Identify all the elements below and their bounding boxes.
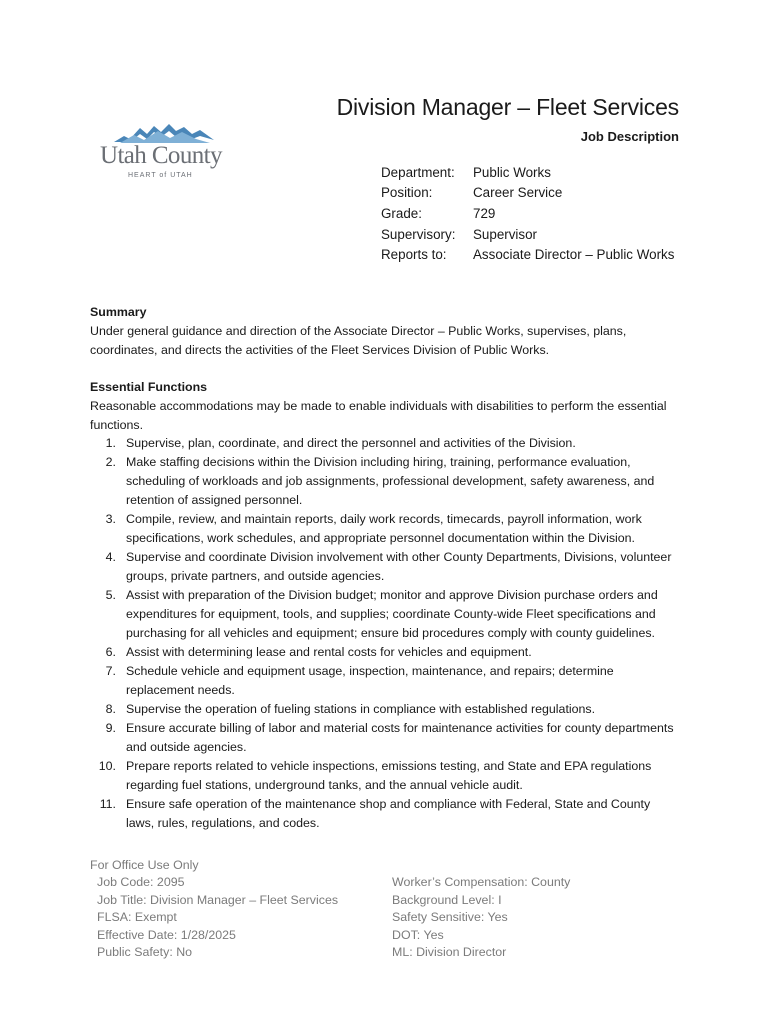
- list-item: [90, 719, 690, 757]
- info-label: Position:: [381, 185, 433, 201]
- utah-county-logo: [100, 122, 232, 184]
- office-line-job-title: Job Title: Division Manager – Fleet Services: [97, 892, 339, 907]
- info-row-reports-to: [381, 244, 674, 265]
- info-row-supervisory: [381, 224, 674, 245]
- document-title: Division Manager – Fleet Services: [336, 94, 679, 120]
- list-text: Supervise, plan, coordinate, and direct the personnel and activities of the Division.: [126, 436, 576, 450]
- info-value: Career Service: [473, 185, 563, 201]
- office-line-background-level: Background Level: I: [392, 892, 502, 907]
- document-subtitle: Job Description: [580, 129, 679, 144]
- info-label: Grade:: [381, 205, 422, 221]
- list-text: Supervise the operation of fueling stations in compliance with established regulations.: [126, 702, 596, 716]
- essential-functions-heading: Essential Functions: [90, 380, 208, 394]
- list-item: [90, 757, 690, 795]
- office-line-flsa: FLSA: Exempt: [97, 910, 177, 924]
- list-text: Make staffing decisions within the Division including hiring, training, performance evaluation, scheduling of workloads and job assignments, professional development, safety awareness, and retention of assigned personnel.: [126, 455, 655, 507]
- info-label: Supervisory:: [381, 226, 456, 242]
- list-text: Prepare reports related to vehicle inspections, emissions testing, and State and EPA regulations regarding fuel stations, underground tanks, and the annual vehicle audit.: [126, 759, 652, 792]
- list-item: [90, 453, 690, 510]
- list-text: Ensure accurate billing of labor and material costs for maintenance activities for county departments and outside agencies.: [126, 721, 674, 754]
- info-row-grade: [381, 203, 674, 224]
- list-text: Assist with preparation of the Division budget; monitor and approve Division purchase orders and expenditures for equipment, tools, and supplies; coordinate County-wide Fleet specifications and purchasing for all vehicles and equipment; ensure bid procedures comply with county guidelines.: [126, 588, 658, 640]
- list-item: [90, 548, 690, 586]
- office-line-safety-sensitive: Safety Sensitive: Yes: [392, 910, 508, 924]
- list-text: Compile, review, and maintain reports, daily work records, timecards, payroll information, work specifications, work schedules, and appropriate personnel documentation within the Division.: [126, 512, 642, 545]
- essential-functions-intro: Reasonable accommodations may be made to enable individuals with disabilities to perform the essential functions.: [90, 399, 667, 432]
- list-text: Supervise and coordinate Division involvement with other County Departments, Divisions, volunteer groups, private partners, and outside agencies.: [126, 550, 672, 583]
- list-number: 1.: [105, 436, 116, 450]
- list-number: 10.: [98, 759, 116, 773]
- list-text: Assist with determining lease and rental costs for vehicles and equipment.: [126, 645, 532, 659]
- mountains-icon: [114, 122, 214, 144]
- list-text: Schedule vehicle and equipment usage, inspection, maintenance, and repairs; determine replacement needs.: [126, 664, 614, 697]
- info-row-department: [381, 162, 674, 183]
- list-item: [90, 434, 690, 453]
- list-number: 11.: [99, 797, 116, 811]
- office-line-workers-comp: Worker’s Compensation: County: [392, 875, 571, 889]
- list-item: [90, 510, 690, 548]
- office-use-right-column: [392, 874, 570, 962]
- office-line-dot: DOT: Yes: [392, 927, 444, 942]
- list-number: 5.: [105, 588, 116, 602]
- info-value: Associate Director – Public Works: [473, 247, 675, 263]
- logo-name: Utah County: [100, 142, 222, 169]
- info-value: 729: [473, 205, 496, 221]
- essential-functions-list: [90, 434, 690, 833]
- office-line-public-safety: Public Safety: No: [97, 945, 193, 959]
- info-value: Public Works: [473, 164, 551, 180]
- office-line-ml: ML: Division Director: [392, 945, 507, 959]
- summary-heading: Summary: [90, 305, 147, 319]
- list-number: 9.: [105, 721, 116, 735]
- info-label: Department:: [381, 164, 455, 180]
- list-number: 2.: [105, 455, 116, 469]
- list-item: [90, 643, 690, 662]
- job-info-table: [381, 162, 674, 265]
- list-text: Ensure safe operation of the maintenance shop and compliance with Federal, State and County laws, rules, regulations, and codes.: [126, 797, 651, 830]
- office-use-section: [90, 856, 571, 959]
- list-number: 8.: [105, 702, 116, 716]
- list-number: 3.: [105, 512, 116, 526]
- list-number: 4.: [105, 550, 116, 564]
- list-item: [90, 795, 690, 833]
- list-item: [90, 662, 690, 700]
- office-line-effective-date: Effective Date: 1/28/2025: [97, 927, 236, 942]
- info-value: Supervisor: [473, 226, 538, 242]
- office-use-left-column: [97, 874, 338, 962]
- list-item: [90, 586, 690, 643]
- office-use-title: For Office Use Only: [90, 858, 199, 872]
- list-number: 7.: [105, 664, 116, 678]
- info-row-position: [381, 183, 674, 204]
- office-line-job-code: Job Code: 2095: [97, 875, 185, 889]
- info-label: Reports to:: [381, 247, 447, 263]
- summary-text: Under general guidance and direction of the Associate Director – Public Works, supervises, plans, coordinates, and directs the activities of the Fleet Services Division of Public Works.: [90, 324, 627, 357]
- list-item: [90, 700, 690, 719]
- list-number: 6.: [105, 645, 116, 659]
- logo-tagline: HEART of UTAH: [128, 172, 193, 179]
